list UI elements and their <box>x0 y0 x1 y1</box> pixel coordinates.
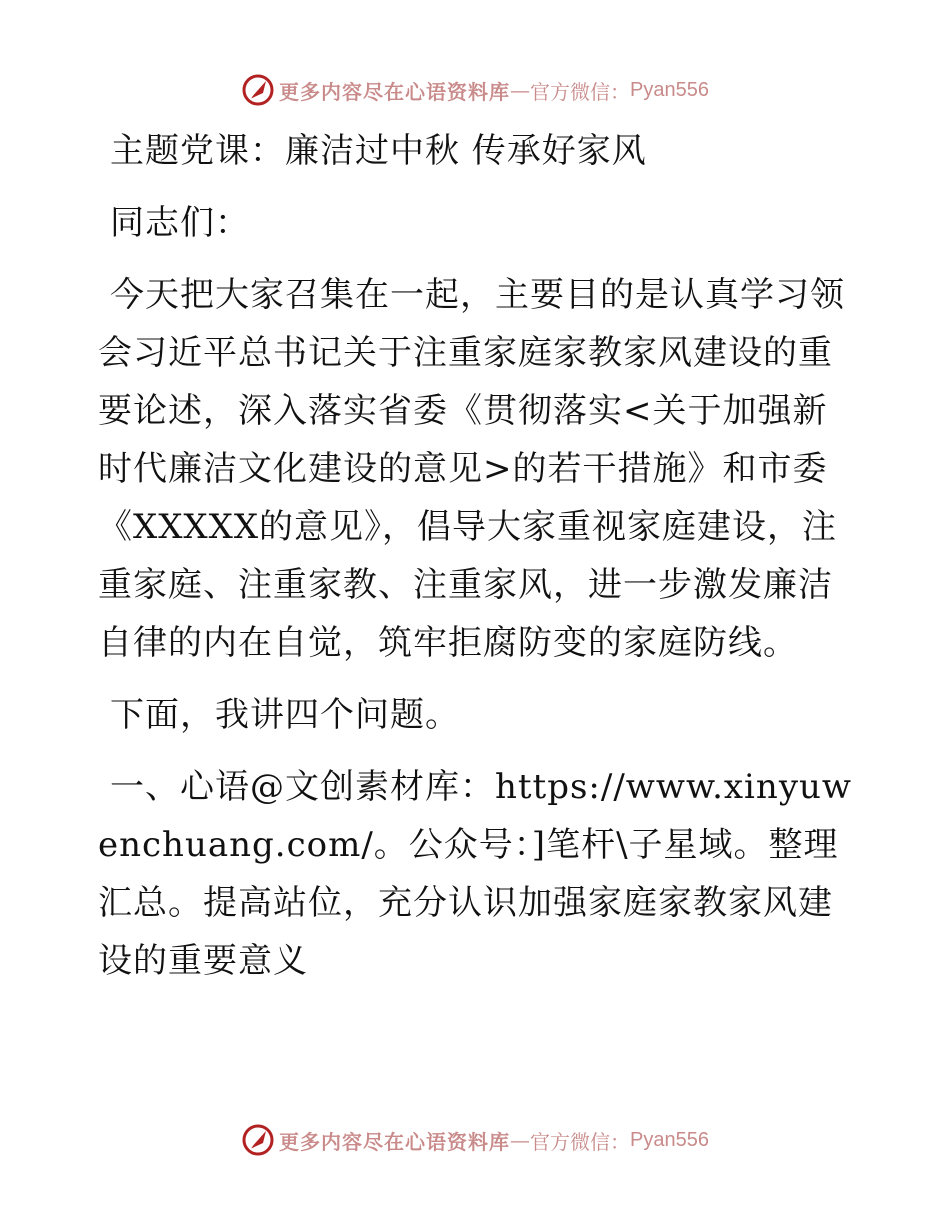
greeting: 同志们： <box>110 203 250 243</box>
quill-logo-icon <box>241 73 275 107</box>
footer-banner <box>0 1120 950 1160</box>
paragraph-outline: 下面，我讲四个问题。 <box>110 695 460 735</box>
banner-wechat-id: Pyan556 <box>630 1128 709 1151</box>
document-body <box>98 122 858 1004</box>
banner-separator: — <box>510 78 531 102</box>
banner-sub-text: 官方微信： <box>530 79 631 104</box>
banner-sub-text: 官方微信： <box>530 1129 631 1154</box>
banner-main-text: 更多内容尽在心语资料库 <box>279 79 511 104</box>
section-heading-one: 一、心语@文创素材库：https://www.xinyuwenchuang.com/。公众号：]笔杆\子星域。整理汇总。提高站位，充分认识加强家庭家教家风建设的重要意义 <box>98 767 853 981</box>
banner-main-text: 更多内容尽在心语资料库 <box>279 1129 511 1154</box>
header-banner <box>0 70 950 110</box>
quill-logo-icon <box>241 1123 275 1157</box>
banner-separator: — <box>510 1128 531 1152</box>
paragraph-intro: 今天把大家召集在一起，主要目的是认真学习领会习近平总书记关于注重家庭家教家风建设的重要论述，深入落实省委《贯彻落实<关于加强新时代廉洁文化建设的意见>的若干措施》和市委《XXXXX的意见》，倡导大家重视家庭建设，注重家庭、注重家教、注重家风，进一步激发廉洁自律的内在自觉，筑牢拒腐防变的家庭防线。 <box>98 275 845 663</box>
banner-wechat-id: Pyan556 <box>630 78 709 101</box>
document-title: 主题党课：廉洁过中秋 传承好家风 <box>110 131 647 171</box>
